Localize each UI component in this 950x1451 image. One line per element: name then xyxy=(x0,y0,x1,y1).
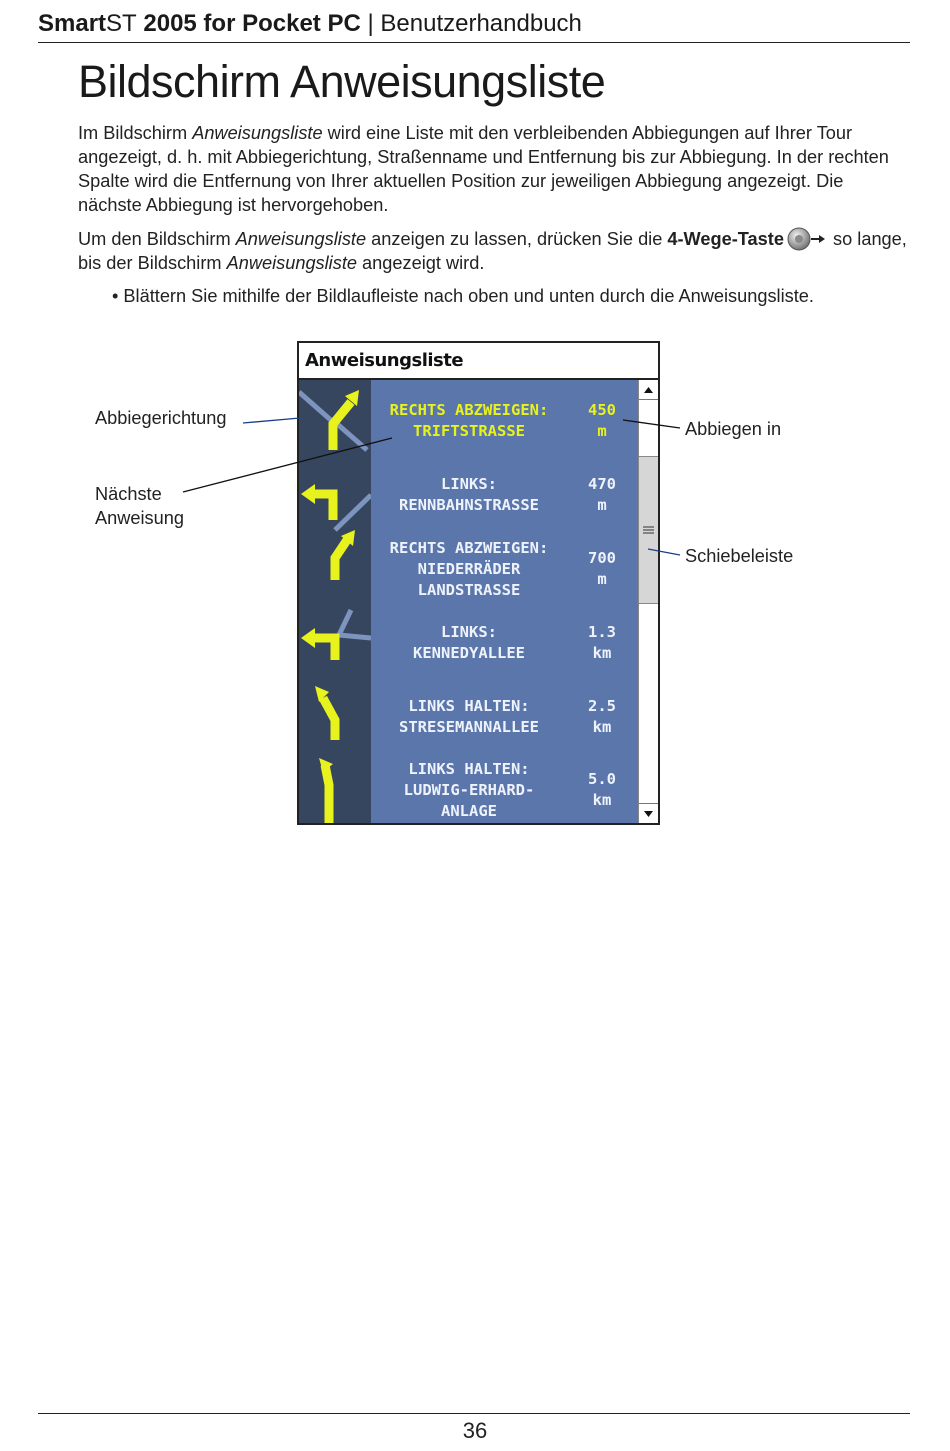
scroll-thumb[interactable] xyxy=(639,456,658,604)
scroll-track[interactable] xyxy=(639,400,658,456)
device-title: Anweisungsliste xyxy=(305,350,464,371)
callout-direction: Abbiegerichtung xyxy=(95,408,227,428)
callout-next-instruction: Nächste Anweisung xyxy=(95,484,184,528)
callout-scrollbar: Schiebeleiste xyxy=(685,546,794,566)
callout-turn-in: Abbiegen in xyxy=(685,419,782,439)
footer-rule xyxy=(38,1413,910,1414)
key-name: 4-Wege-Taste xyxy=(667,229,784,249)
direction-strip xyxy=(299,380,371,823)
device-screenshot xyxy=(297,341,660,825)
row-street: RECHTS ABZWEIGEN: TRIFTSTRASSE xyxy=(389,401,549,440)
row-street: RECHTS ABZWEIGEN: NIEDERRÄDER LANDSTRASSE xyxy=(389,539,549,599)
row-distance: 700 m xyxy=(588,549,616,588)
row-distance: 470 m xyxy=(588,475,616,514)
header-brand: Smart xyxy=(38,10,107,37)
scroll-track[interactable] xyxy=(639,604,658,803)
instruction-paragraph: Um den Bildschirm Anweisungsliste anzeigen zu lassen, drücken Sie die 4-Wege-Taste so lange, bis der Bildschirm Anweisungsliste angezeigt wird. xyxy=(78,229,907,273)
four-way-key-icon xyxy=(786,227,826,251)
scroll-up-button[interactable] xyxy=(639,380,658,400)
header-subtitle: Benutzerhandbuch xyxy=(380,10,582,37)
instruction-list xyxy=(299,380,638,823)
row-street: LINKS: KENNEDYALLEE xyxy=(413,623,525,662)
scrollbar[interactable] xyxy=(638,380,658,823)
intro-paragraph: Im Bildschirm Anweisungsliste wird eine Liste mit den verbleibenden Abbiegungen auf Ihrer Tour angezeigt, d. h. mit Abbiegerichtung, Straßenname und Entfernung bis zur Abbiegung. In der rechten Spalte wird die Entfernung von Ihrer aktuellen Position zur jeweiligen Abbiegung angezeigt. Die nächste Abbiegung ist hervorgehoben. xyxy=(78,123,889,215)
device-title-bar xyxy=(299,343,658,380)
row-street: LINKS: RENNBAHNSTRASSE xyxy=(399,475,539,514)
row-distance: 5.0 km xyxy=(588,770,616,809)
header-separator: | xyxy=(360,10,381,37)
scroll-grip-icon xyxy=(643,526,654,534)
row-street: LINKS HALTEN: LUDWIG-ERHARD- ANLAGE xyxy=(403,760,535,820)
row-distance: 1.3 km xyxy=(588,623,616,662)
bullet-item: • Blättern Sie mithilfe der Bildlaufleiste nach oben und unten durch die Anweisungsliste. xyxy=(112,286,814,306)
header-brand-suffix: ST xyxy=(106,10,137,37)
page-number: 36 xyxy=(462,1418,488,1443)
scroll-down-button[interactable] xyxy=(639,803,658,823)
row-distance: 2.5 km xyxy=(588,697,616,736)
turn-arrows xyxy=(299,380,371,823)
term-anweisungsliste: Anweisungsliste xyxy=(192,123,323,143)
header-product: 2005 for Pocket PC xyxy=(136,10,361,37)
running-header xyxy=(38,8,910,43)
row-street: LINKS HALTEN: STRESEMANNALLEE xyxy=(399,697,539,736)
row-distance: 450 m xyxy=(588,401,616,440)
page-title: Bildschirm Anweisungsliste xyxy=(78,56,606,107)
scroll-down-arrow-icon xyxy=(639,804,658,824)
header-text xyxy=(38,8,910,40)
scroll-up-arrow-icon xyxy=(639,380,658,400)
